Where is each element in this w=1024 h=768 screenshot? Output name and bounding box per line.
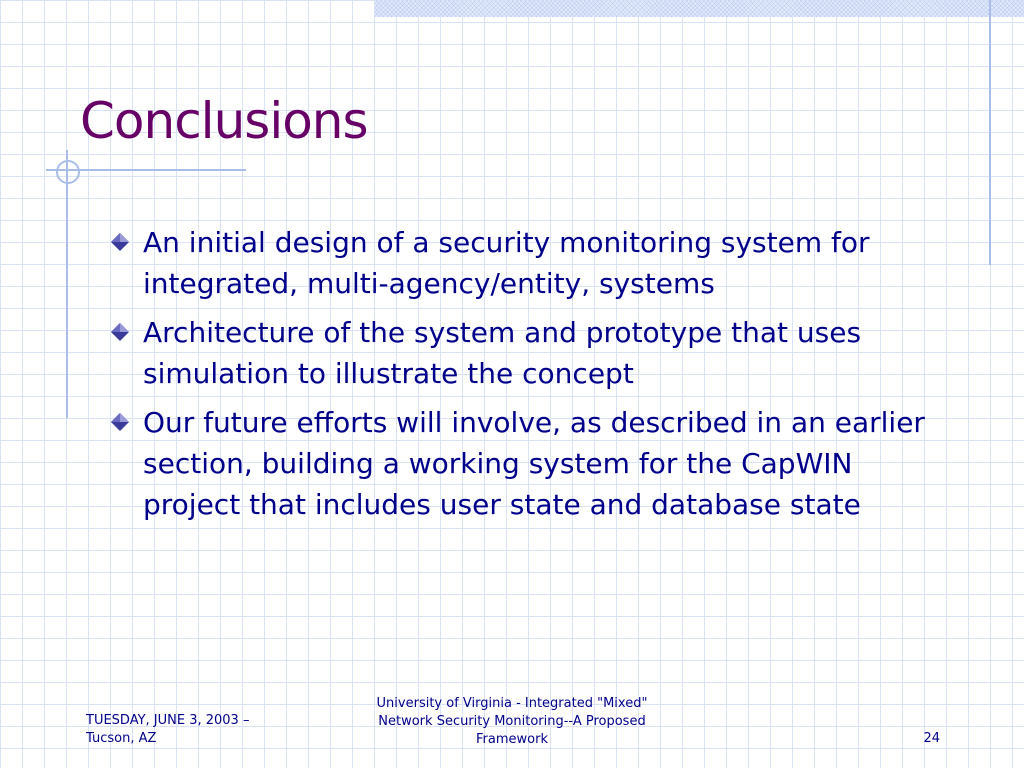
footer-date [86, 712, 286, 748]
diamond-bullet-icon [110, 232, 130, 252]
bullet-item [108, 402, 928, 525]
bullet-text: Architecture of the system and prototype that uses simulation to illustrate the concept [143, 316, 862, 390]
footer-title-line3: Framework [476, 732, 548, 747]
diamond-bullet-icon [110, 322, 130, 342]
bullet-list [108, 222, 928, 533]
slide-title: Conclusions [80, 92, 368, 150]
footer-title-line1: University of Virginia - Integrated "Mixed" [376, 696, 648, 711]
footer-date-line2: Tucson, AZ [86, 731, 157, 746]
page-number: 24 [923, 731, 940, 746]
bullet-item [108, 312, 928, 394]
corner-circle-ornament [56, 160, 80, 184]
right-decorative-line [989, 0, 991, 265]
footer-date-line1: TUESDAY, JUNE 3, 2003 – [86, 713, 250, 728]
bullet-text: Our future efforts will involve, as described in an earlier section, building a working system for the CapWIN project that includes user state and database state [143, 406, 925, 521]
bullet-text: An initial design of a security monitoring system for integrated, multi-agency/entity, systems [143, 226, 870, 300]
diamond-bullet-icon [110, 412, 130, 432]
left-decorative-line [66, 150, 68, 418]
top-decorative-band [375, 0, 1024, 17]
footer-title [372, 695, 652, 749]
footer-title-line2: Network Security Monitoring--A Proposed [378, 714, 646, 729]
bullet-item [108, 222, 928, 304]
